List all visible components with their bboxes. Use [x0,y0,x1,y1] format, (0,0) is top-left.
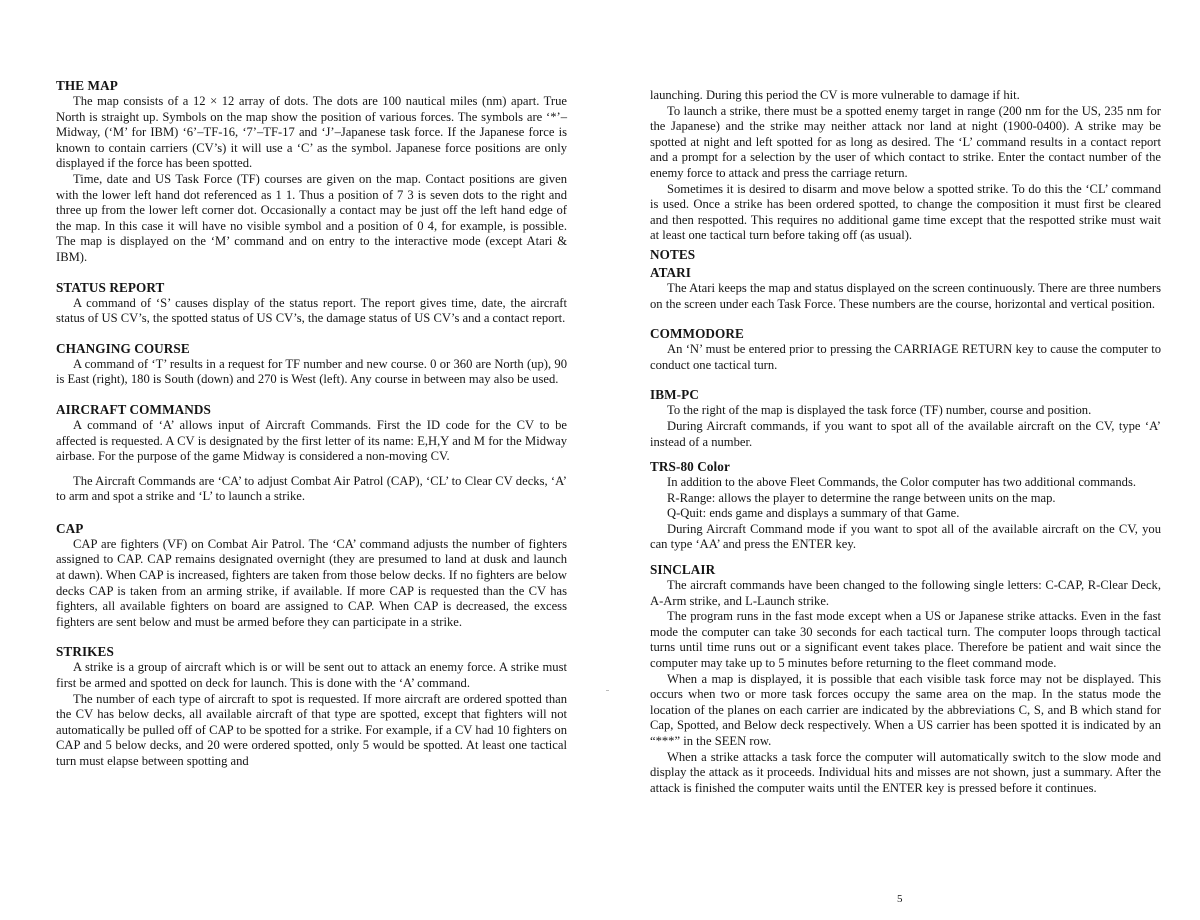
section-strikes-continued [650,88,1161,244]
section-ibm-pc [650,387,1161,450]
paragraph: A command of ‘A’ allows input of Aircraft Commands. First the ID code for the CV to be affected is requested. A CV is designated by the first letter of its name: E,H,Y and M for the Midway airbase. For the purpose of the game Midway is considered a non-moving CV. [56,417,567,464]
heading-changing-course: CHANGING COURSE [56,340,190,356]
paragraph: The aircraft commands have been changed to the following single letters: C-CAP, R-Clear Deck, A-Arm strike, and L-Launch strike. [650,578,1161,608]
section-cap [56,521,567,631]
paragraph: Time, date and US Task Force (TF) courses are given on the map. Contact positions are given with the lower left hand dot referenced as 1 1. Thus a position of 7 3 is seven dots to the right and three up from the lower left corner dot. Occasionally a contact may be just off the left hand edge of the map. In this case it will have no visible symbol and a position of 0 4, for example, is possible. The map is displayed on the ‘M’ command and on entry to the interactive mode (except Atari & IBM). [56,171,567,264]
heading-aircraft-commands: AIRCRAFT COMMANDS [56,401,211,417]
paragraph: During Aircraft Command mode if you want to spot all of the available aircraft on the CV, you can type ‘AA’ and press the ENTER key. [650,521,1161,552]
section-status-report [56,280,567,327]
paragraph: An ‘N’ must be entered prior to pressing the CARRIAGE RETURN key to cause the computer to conduct one tactical turn. [650,342,1161,372]
section-trs80-color [650,459,1161,553]
paragraph: To the right of the map is displayed the task force (TF) number, course and position. [667,403,1092,418]
section-strikes [56,644,567,769]
paragraph: The map consists of a 12 × 12 array of dots. The dots are 100 nautical miles (nm) apart. True North is straight up. Symbols on the map show the position of various forces. The symbols are ‘*’–Midway, (‘M’ for IBM) ‘6’–TF-16, ‘7’–TF-17 and ‘J’–Japanese task force. If the Japanese force is known to contain carriers (CV’s) it will use a ‘C’ as the symbol. Japanese force positions are only displayed if the force has been spotted. [56,94,567,171]
paragraph: A command of ‘S’ causes display of the status report. The report gives time, date, the aircraft status of US CV’s, the spotted status of US CV’s, the damage status of US CV’s and a contact report. [56,295,567,326]
paragraph: The program runs in the fast mode except when a US or Japanese strike attacks. Even in the fast mode the computer can take 30 seconds for each tactical turn. The computer loops through tactical turns until time runs out or a significant event takes place. Therefore be patient and wait since the computer may take up to 5 minutes before returning to the fleet command mode. [650,609,1161,671]
paragraph: A strike is a group of aircraft which is or will be sent out to attack an enemy force. A strike must first be armed and spotted on deck for launch. This is done with the ‘A’ command. [56,660,567,691]
heading-strikes: STRIKES [56,644,114,660]
paragraph: The number of each type of aircraft to spot is requested. If more aircraft are ordered spotted than the CV has below decks, all available aircraft of that type are spotted, except that fighters will not automatically be pulled off of CAP to be spotted for a strike. For example, if a CV had 10 fighters on CAP and 5 below decks, and 20 were ordered spotted, only 5 would be spotted. At least one tactical turn must elapse between spotting and [56,691,567,768]
paragraph: A command of ‘T’ results in a request for TF number and new course. 0 or 360 are North (up), 90 is East (right), 180 is South (down) and 270 is West (left). Any course in between may also be used. [56,356,567,387]
page-number: 5 [897,893,903,905]
scan-speck [606,690,609,691]
paragraph: The Aircraft Commands are ‘CA’ to adjust Combat Air Patrol (CAP), ‘CL’ to Clear CV decks, ‘A’ to arm and spot a strike and ‘L’ to launch a strike. [56,473,567,504]
heading-notes: NOTES [650,246,696,262]
section-the-map [56,78,567,266]
heading-trs80-color: TRS-80 Color [650,459,730,475]
paragraph: CAP are fighters (VF) on Combat Air Patrol. The ‘CA’ command adjusts the number of fighters assigned to CAP. CAP remains designated overnight (they are presumed to land at dusk and launch at dawn). When CAP is increased, fighters are taken from those below decks. If no fighters are below decks CAP is taken from an arming strike, if available. If more CAP is requested than the CV has fighters, all available fighters on board are assigned to CAP. When CAP is decreased, the excess fighters are sent below and must be armed before they can participate in a strike. [56,536,567,629]
heading-status-report: STATUS REPORT [56,279,165,295]
section-aircraft-commands [56,402,567,505]
paragraph: The Atari keeps the map and status displayed on the screen continuously. There are three numbers on the screen under each Task Force. These numbers are the course, horizontal and vertical position. [650,280,1161,311]
paragraph: R-Range: allows the player to determine the range between units on the map. [667,490,1056,505]
paragraph: When a strike attacks a task force the computer will automatically switch to the slow mode and display the attack as it proceeds. Individual hits and misses are not shown, just a summary. After the attack is finished the computer waits until the ENTER key is pressed before it continues. [650,749,1161,795]
paragraph: In addition to the above Fleet Commands, the Color computer has two additional commands. [667,475,1137,490]
heading-commodore: COMMODORE [650,326,744,342]
heading-ibm-pc: IBM-PC [650,387,699,403]
heading-sinclair: SINCLAIR [650,562,716,578]
paragraph: launching. During this period the CV is more vulnerable to damage if hit. [650,88,1020,102]
heading-cap: CAP [56,520,84,536]
heading-atari: ATARI [650,264,692,280]
left-column [56,78,567,770]
paragraph: Q-Quit: ends game and displays a summary of that Game. [667,506,960,521]
section-changing-course [56,341,567,388]
paragraph: During Aircraft commands, if you want to spot all of the available aircraft on the CV, type ‘A’ instead of a number. [650,418,1161,449]
section-sinclair [650,562,1161,796]
heading-the-map: THE MAP [56,78,118,93]
paragraph: To launch a strike, there must be a spotted enemy target in range (200 nm for the US, 235 nm for the Japanese) and the strike may neither attack nor land at night (1900-0400). A strike may be spotted at night and left spotted for as long as desired. The ‘L’ command results in a contact report and a prompt for a selection by the user of which contact to strike. Enter the contact number of the enemy force to attack and press the carriage return. [650,103,1161,180]
paragraph: When a map is displayed, it is possible that each visible task force may not be displayed. This occurs when two or more task forces occupy the same area on the map. In the status mode the location of the planes on each carrier are indicated by the abbreviations C, S, and B which stand for Cap, Spotted, and Below deck respectively. When a US carrier has been spotted it is indicated by an “***” in the SEEN row. [650,671,1161,748]
paragraph: Sometimes it is desired to disarm and move below a spotted strike. To do this the ‘CL’ command is used. Once a strike has been ordered spotted, to change the composition it must first be cleared and then respotted. This requires no additional game time except that the respotted strike must wait at least one tactical turn before taking off (as usual). [650,181,1161,243]
section-atari [650,265,1161,312]
right-column [650,88,1161,796]
section-commodore [650,326,1161,373]
